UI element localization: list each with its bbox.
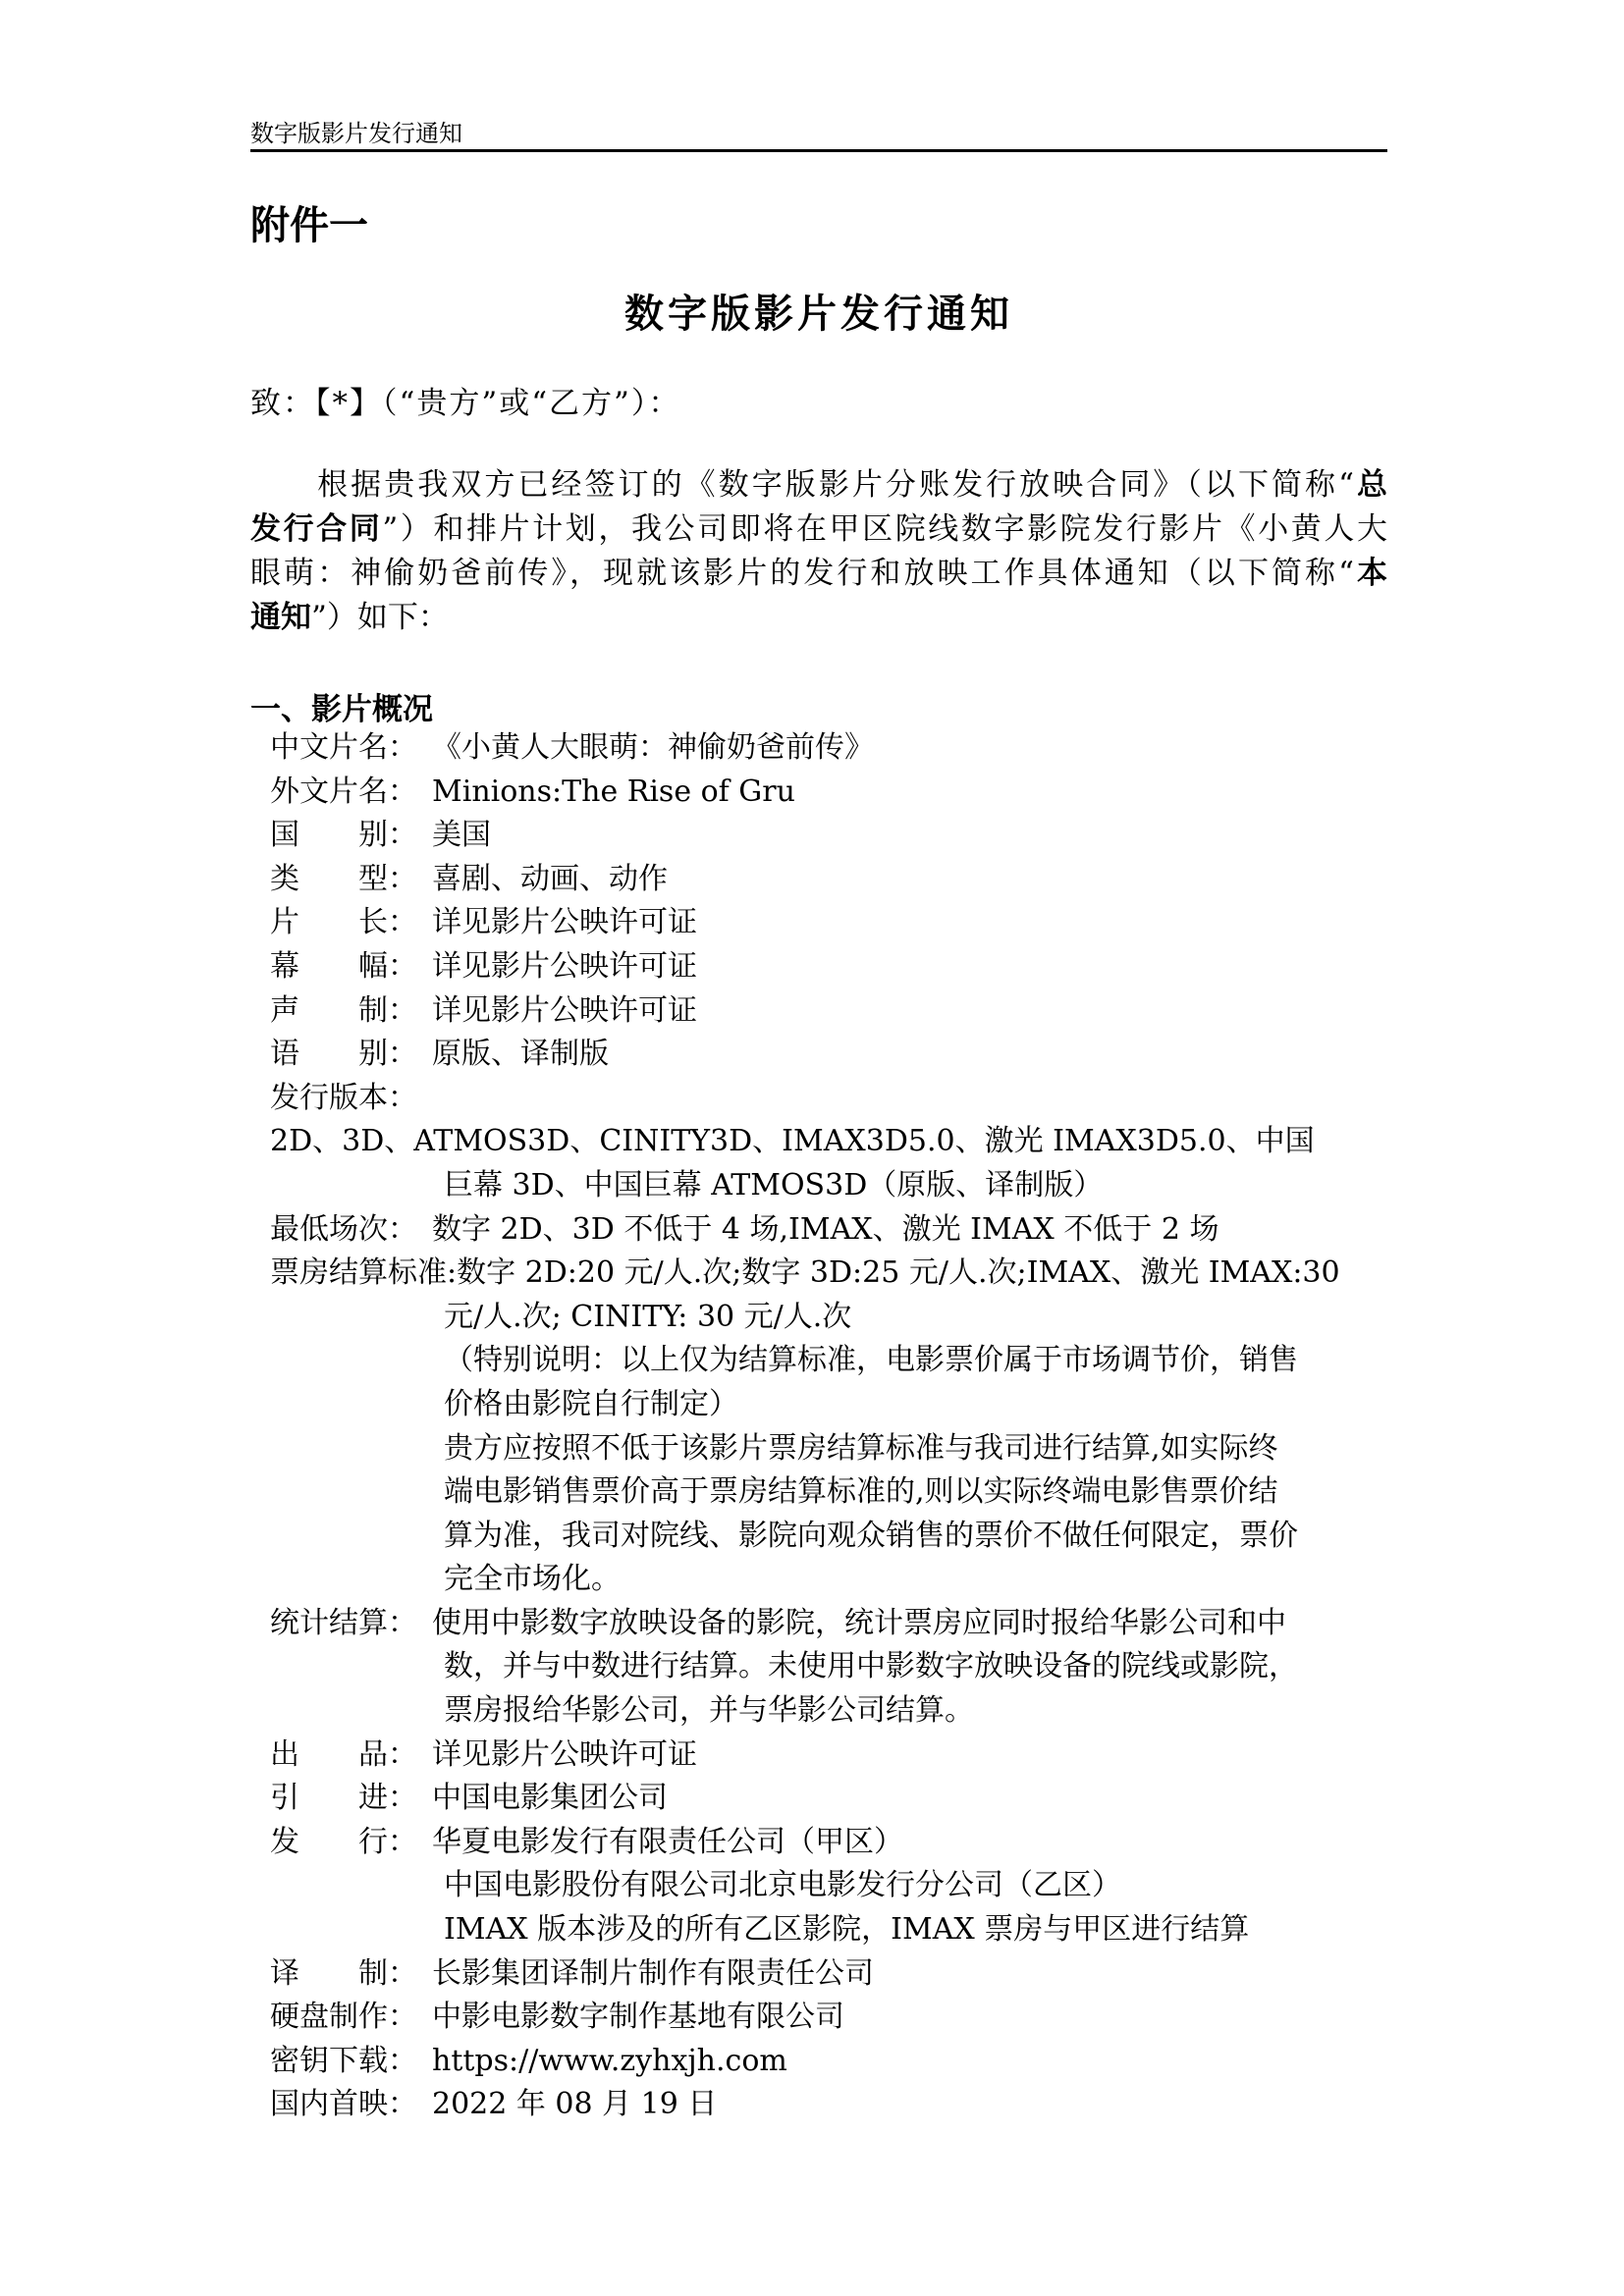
- field-value: 使用中影数字放映设备的影院，统计票房应同时报给华影公司和中: [432, 1605, 1286, 1640]
- field-row: [270, 814, 1389, 858]
- field-row: [270, 771, 1389, 815]
- film-overview-fields: [270, 726, 1389, 2127]
- field-value: IMAX 版本涉及的所有乙区影院，IMAX 票房与甲区进行结算: [444, 1912, 1250, 1948]
- field-row: [270, 1777, 1389, 1821]
- field-value: （特别说明：以上仅为结算标准，电影票价属于市场调节价，销售: [444, 1343, 1298, 1378]
- field-label: 引 进：: [270, 1781, 417, 1816]
- field-row: [270, 1821, 1389, 1952]
- field-value: 数字 2D:20 元/人.次;数字 3D:25 元/人.次;IMAX、激光 IMAX:30: [457, 1255, 1340, 1291]
- field-value: 美国: [432, 818, 491, 853]
- field-label: 出 品：: [270, 1736, 417, 1772]
- section-heading: 一、影片概况: [250, 692, 433, 727]
- field-row: [270, 945, 1389, 989]
- text: 根据贵我双方已经签订的《数字版影片分账发行放映合同》（以下简称“: [250, 467, 1354, 503]
- header-divider: [250, 149, 1387, 152]
- field-label: 译 制：: [270, 1955, 417, 1991]
- field-value: 元/人.次; CINITY: 30 元/人.次: [444, 1299, 852, 1334]
- field-row: [270, 726, 1389, 771]
- field-value: 详见影片公映许可证: [432, 992, 697, 1028]
- field-label: 类 型：: [270, 861, 417, 896]
- field-row: [270, 1996, 1389, 2040]
- field-label: 语 别：: [270, 1037, 417, 1072]
- field-value: 端电影销售票价高于票房结算标准的,则以实际终端电影售票价结: [444, 1474, 1278, 1510]
- field-label: 声 制：: [270, 992, 417, 1028]
- intro-line: [250, 596, 1387, 640]
- field-value: 完全市场化。: [444, 1562, 621, 1597]
- field-label: 密钥下载：: [270, 2043, 417, 2078]
- field-label: 发 行：: [270, 1824, 417, 1859]
- field-row: [270, 1077, 1389, 1208]
- field-value: 喜剧、动画、动作: [432, 861, 668, 896]
- field-value: 价格由影院自行制定）: [444, 1386, 738, 1421]
- field-label: 国 别：: [270, 818, 417, 853]
- field-value: 原版、译制版: [432, 1037, 609, 1072]
- field-label: 幕 幅：: [270, 948, 417, 984]
- field-value: 华夏电影发行有限责任公司（甲区）: [432, 1824, 903, 1859]
- attachment-label: 附件一: [250, 202, 368, 248]
- field-row: [270, 1033, 1389, 1077]
- field-value: 2022 年 08 月 19 日: [432, 2087, 718, 2122]
- field-row: [270, 2083, 1389, 2127]
- bold-text: 发行合同: [250, 511, 383, 547]
- field-label: 国内首映：: [270, 2087, 417, 2122]
- field-value: 数字 2D、3D 不低于 4 场,IMAX、激光 IMAX 不低于 2 场: [432, 1211, 1219, 1247]
- field-row: [270, 1734, 1389, 1778]
- running-header: 数字版影片发行通知: [250, 120, 462, 147]
- addressee-line: 致：【*】（“贵方”或“乙方”）：: [250, 386, 681, 421]
- field-value: 算为准，我司对院线、影院向观众销售的票价不做任何限定，票价: [444, 1518, 1298, 1553]
- field-value: 票房报给华影公司，并与华影公司结算。: [444, 1693, 974, 1729]
- field-row: [270, 989, 1389, 1034]
- field-value: 《小黄人大眼萌：神偷奶爸前传》: [432, 730, 874, 765]
- field-value: 中影电影数字制作基地有限公司: [432, 2000, 844, 2035]
- field-label: 票房结算标准:: [270, 1255, 458, 1291]
- field-value: Minions:The Rise of Gru: [432, 774, 795, 809]
- field-row: [270, 1602, 1389, 1734]
- field-value: 中国电影股份有限公司北京电影发行分公司（乙区）: [444, 1868, 1121, 1903]
- field-row: [270, 1952, 1389, 1997]
- field-row: [270, 901, 1389, 945]
- text: ”）和排片计划，我公司即将在甲区院线数字影院发行影片《小黄人大: [382, 511, 1387, 547]
- field-label: 发行版本：: [270, 1080, 417, 1115]
- field-row: [270, 1208, 1389, 1253]
- field-label: 中文片名：: [270, 730, 417, 765]
- intro-line: [250, 507, 1387, 552]
- bold-text: 总: [1353, 467, 1387, 503]
- bold-text: 通知: [250, 600, 311, 635]
- text: 眼萌：神偷奶爸前传》，现就该影片的发行和放映工作具体通知（以下简称“: [250, 556, 1354, 591]
- intro-paragraph: [250, 463, 1387, 640]
- field-value: 长影集团译制片制作有限责任公司: [432, 1955, 874, 1991]
- field-label: 片 长：: [270, 905, 417, 940]
- field-value: 详见影片公映许可证: [432, 1736, 697, 1772]
- field-label: 外文片名：: [270, 774, 417, 809]
- field-row: [270, 858, 1389, 902]
- field-row: [270, 2040, 1389, 2084]
- field-label: 硬盘制作：: [270, 2000, 417, 2035]
- field-label: 最低场次：: [270, 1211, 417, 1247]
- field-value: 详见影片公映许可证: [432, 905, 697, 940]
- field-value: 详见影片公映许可证: [432, 948, 697, 984]
- field-value: 巨幕 3D、中国巨幕 ATMOS3D（原版、译制版）: [444, 1167, 1104, 1202]
- field-value: 数，并与中数进行结算。未使用中影数字放映设备的院线或影院，: [444, 1649, 1298, 1684]
- field-value: 贵方应按照不低于该影片票房结算标准与我司进行结算,如实际终: [444, 1430, 1278, 1466]
- text: ”）如下：: [311, 600, 449, 635]
- field-value: https://www.zyhxjh.com: [432, 2043, 787, 2078]
- bold-text: 本: [1353, 556, 1387, 591]
- field-value: 中国电影集团公司: [432, 1781, 668, 1816]
- field-label: 统计结算：: [270, 1605, 417, 1640]
- field-row: [270, 1252, 1389, 1602]
- field-value: 2D、3D、ATMOS3D、CINITY3D、IMAX3D5.0、激光 IMAX3D5.0、中国: [270, 1124, 1315, 1159]
- intro-line: [250, 552, 1387, 596]
- document-title: 数字版影片发行通知: [624, 291, 1013, 337]
- intro-line: [250, 463, 1387, 507]
